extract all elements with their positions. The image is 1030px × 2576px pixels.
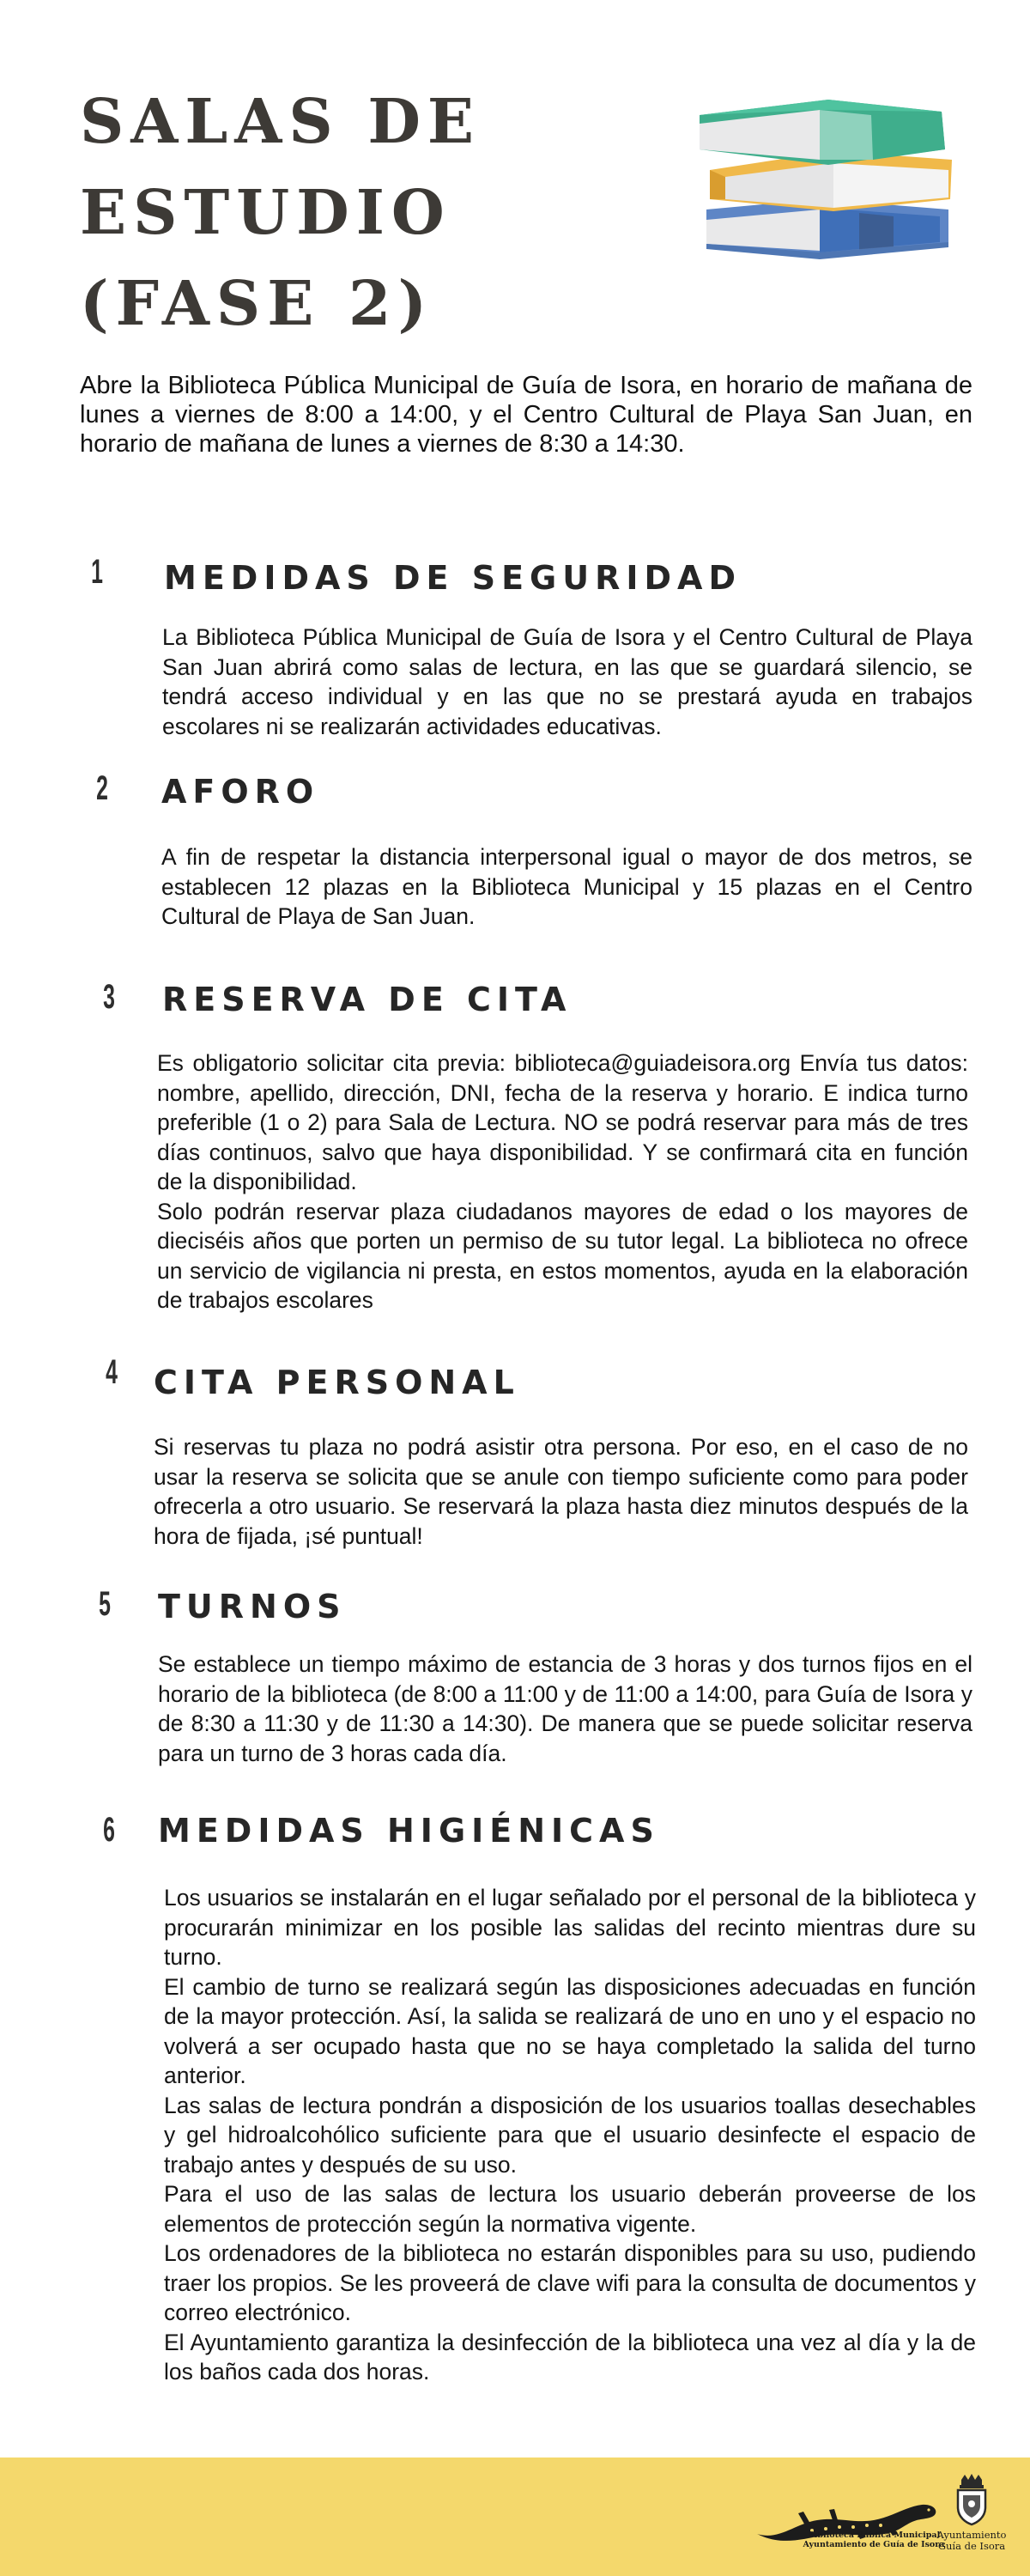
library-name-line-1: Biblioteca Pública Municipal (807, 2530, 941, 2540)
section-paragraph: El cambio de turno se realizará según las disposiciones adecuadas en función de la mayor protección. Así, la salida se realizará de uno en uno y el espacio no volverá a ser ocupado hasta que no se haya completado la salida del turno anterior. (164, 1973, 976, 2088)
title-line-1: SALAS DE (80, 85, 482, 157)
section-paragraph: Si reservas tu plaza no podrá asistir otra persona. Por eso, en el caso de no usar la reserva se solicita que se anule con tiempo suficiente como para poder ofrecerla a otro usuario. Se reservará la plaza hasta diez minutos después de la hora de fijada, ¡sé puntual! (154, 1434, 968, 1549)
section-number: 3 (103, 978, 115, 1016)
section-title: MEDIDAS DE SEGURIDAD (164, 559, 742, 597)
section-paragraph: Solo podrán reservar plaza ciudadanos mayores de edad o los mayores de dieciséis años que porten un permiso de su tutor legal. La biblioteca no ofrece un servicio de vigilancia ni presta, en estos momentos, ayuda en la elaboración de trabajos escolares (157, 1198, 968, 1313)
section-title: RESERVA DE CITA (162, 981, 573, 1018)
section-paragraph: A fin de respetar la distancia interpersonal igual o mayor de dos metros, se establecen 12 plazas en la Biblioteca Municipal y 15 plazas en el Centro Cultural de Playa de San Juan. (161, 844, 972, 929)
section-title: MEDIDAS HIGIÉNICAS (158, 1812, 660, 1850)
council-name-line-1: Ayuntamiento (936, 2529, 1007, 2541)
section-paragraph: Es obligatorio solicitar cita previa: biblioteca@guiadeisora.org Envía tus datos: nombre, apellido, dirección, DNI, fecha de la reserva y horario. E indica turno preferible (1 o 2) para Sala de Lectura. NO se podrá reservar para más de tres días continuos, salvo que haya disponibilidad. Y se confirmará cita en función de la disponibilidad. (157, 1050, 968, 1194)
coat-of-arms-icon (951, 2473, 992, 2526)
lizard-icon (754, 2486, 953, 2563)
council-name (927, 2530, 1016, 2552)
title-line-2: ESTUDIO (80, 176, 451, 248)
section-body (161, 842, 972, 932)
section-title: AFORO (161, 773, 320, 811)
section-paragraph: Las salas de lectura pondrán a disposición de los usuarios toallas desechables y gel hidroalcohólico suficiente para que el usuario desinfecte el espacio de trabajo antes y después de su uso. (164, 2092, 976, 2178)
green-book-icon (700, 100, 945, 165)
section-body (154, 1432, 968, 1551)
intro-text: Abre la Biblioteca Pública Municipal de Guía de Isora, en horario de mañana de lunes a viernes de 8:00 a 14:00, y el Centro Cultural de Playa San Juan, en horario de mañana de lunes a viernes de 8:30 a 14:30. (80, 372, 972, 458)
section-paragraph: Los usuarios se instalarán en el lugar señalado por el personal de la biblioteca y procurarán minimizar en los posible las salidas del recinto mientras dure su turno. (164, 1885, 976, 1970)
section-body (157, 1048, 968, 1315)
library-name-line-2: Ayuntamiento de Guía de Isora (803, 2540, 945, 2549)
section-number: 2 (96, 769, 108, 807)
section-body (164, 1883, 976, 2387)
books-stack-icon (691, 70, 966, 294)
section-paragraph: Los ordenadores de la biblioteca no estarán disponibles para su uso, pudiendo traer los propios. Se les proveerá de clave wifi para la consulta de documentos y correo electrónico. (164, 2240, 976, 2325)
section-title: TURNOS (158, 1588, 347, 1625)
title-line-3: (FASE 2) (80, 267, 434, 339)
section-number: 5 (99, 1585, 111, 1623)
section-paragraph: Se establece un tiempo máximo de estancia de 3 horas y dos turnos fijos en el horario de la biblioteca (de 8:00 a 11:00 y de 11:00 a 14:00, para Guía de Isora y de 8:30 a 11:30 y de 11:30 a 14:30). De manera que se puede solicitar reserva para un turno de 3 horas cada día. (158, 1651, 972, 1766)
council-name-line-2: Guía de Isora (937, 2540, 1006, 2552)
page-title (80, 76, 629, 349)
section-paragraph: El Ayuntamiento garantiza la desinfección de la biblioteca una vez al día y la de los baños cada dos horas. (164, 2329, 976, 2385)
section-body (162, 623, 972, 741)
section-paragraph: Para el uso de las salas de lectura los usuario deberán proveerse de los elementos de protección según la normativa vigente. (164, 2181, 976, 2237)
section-paragraph: La Biblioteca Pública Municipal de Guía de Isora y el Centro Cultural de Playa San Juan abrirá como salas de lectura, en las que se guardará silencio, se tendrá acceso individual y en las que no se prestará ayuda en trabajos escolares ni se realizarán actividades educativas. (162, 624, 972, 739)
section-number: 4 (106, 1353, 118, 1391)
section-number: 1 (91, 553, 103, 591)
section-body (158, 1649, 972, 1768)
section-number: 6 (103, 1811, 115, 1849)
section-title: CITA PERSONAL (154, 1364, 520, 1401)
